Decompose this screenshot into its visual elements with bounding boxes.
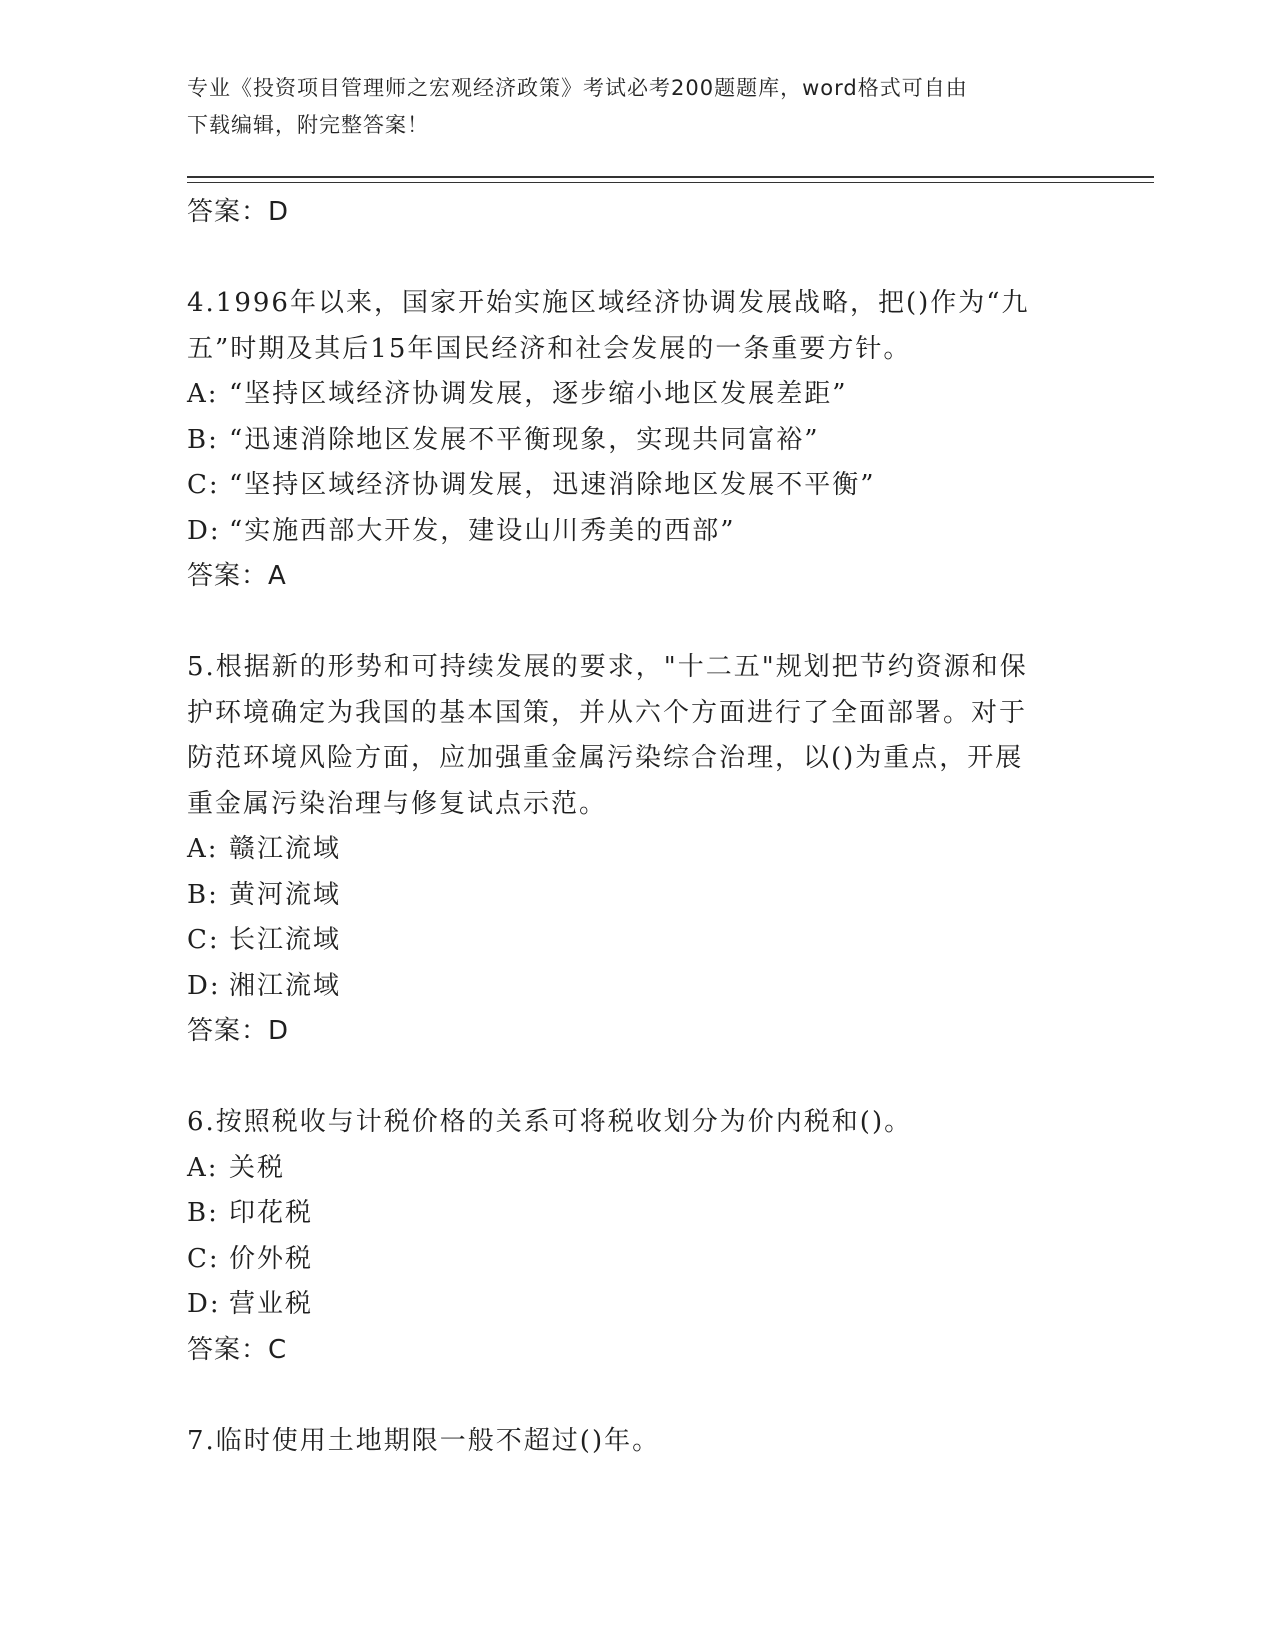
option-text: “坚持区域经济协调发展，迅速消除地区发展不平衡” [229,470,876,500]
option-label: B: [187,879,219,910]
question-text-line: 6.按照税收与计税价格的关系可将税收划分为价内税和()。 [187,1107,913,1137]
option-text: 湘江流域 [229,970,342,1001]
header-divider-thin [187,182,1154,183]
prev-answer: 答案：D [187,197,290,227]
option-label: A: [187,379,219,409]
question-6 [187,1100,1087,1373]
option-label: C: [187,1243,220,1274]
option-text: 长江流域 [229,925,342,955]
option-text: “实施西部大开发，建设山川秀美的西部” [229,515,736,546]
question-text-line: 重金属污染治理与修复试点示范。 [187,788,608,819]
option-c [187,1237,1087,1283]
option-text: 关税 [229,1152,286,1183]
option-a [187,372,1087,418]
option-label: D: [187,970,221,1001]
option-text: 黄河流域 [229,879,342,910]
header-divider-thick [187,176,1154,178]
question-text-line: 5.根据新的形势和可持续发展的要求，"十二五"规划把节约资源和保 [187,652,1028,682]
answer: 答案：D [187,1016,290,1046]
option-a [187,1146,1087,1192]
option-text: “坚持区域经济协调发展，逐步缩小地区发展差距” [229,379,848,409]
spacer [187,1055,1087,1101]
option-label: B: [187,424,219,455]
option-label: C: [187,470,220,500]
option-text: 营业税 [229,1289,314,1319]
option-c [187,918,1087,964]
question-5 [187,645,1087,1055]
question-text-line: 防范环境风险方面，应加强重金属污染综合治理，以()为重点，开展 [187,743,1024,773]
answer: 答案：C [187,1334,288,1365]
question-text-line: 4.1996年以来，国家开始实施区域经济协调发展战略，把()作为“九 [187,288,1030,318]
spacer [187,1373,1087,1419]
question-list [187,190,1087,1464]
option-d [187,964,1087,1010]
option-label: D: [187,1289,221,1319]
page-header [187,70,1067,144]
option-label: A: [187,834,219,864]
option-a [187,827,1087,873]
option-d [187,1282,1087,1328]
header-line-1: 专业《投资项目管理师之宏观经济政策》考试必考200题题库，word格式可自由 [187,76,968,100]
answer: 答案：A [187,561,287,591]
option-b [187,873,1087,919]
question-text-line: 7.临时使用土地期限一般不超过()年。 [187,1425,661,1456]
option-b [187,418,1087,464]
spacer [187,600,1087,646]
option-text: 印花税 [229,1198,314,1228]
question-4 [187,281,1087,600]
spacer [187,236,1087,282]
option-text: “迅速消除地区发展不平衡现象，实现共同富裕” [229,424,820,455]
option-label: D: [187,515,221,546]
option-label: A: [187,1152,219,1183]
option-label: C: [187,925,220,955]
question-text-line: 五”时期及其后15年国民经济和社会发展的一条重要方针。 [187,333,912,364]
question-7 [187,1419,1087,1465]
option-text: 价外税 [229,1243,314,1274]
option-c [187,463,1087,509]
option-text: 赣江流域 [229,834,342,864]
header-line-2: 下载编辑，附完整答案！ [187,113,429,137]
option-d [187,509,1087,555]
option-b [187,1191,1087,1237]
option-label: B: [187,1198,219,1228]
question-text-line: 护环境确定为我国的基本国策，并从六个方面进行了全面部署。对于 [187,697,1028,728]
